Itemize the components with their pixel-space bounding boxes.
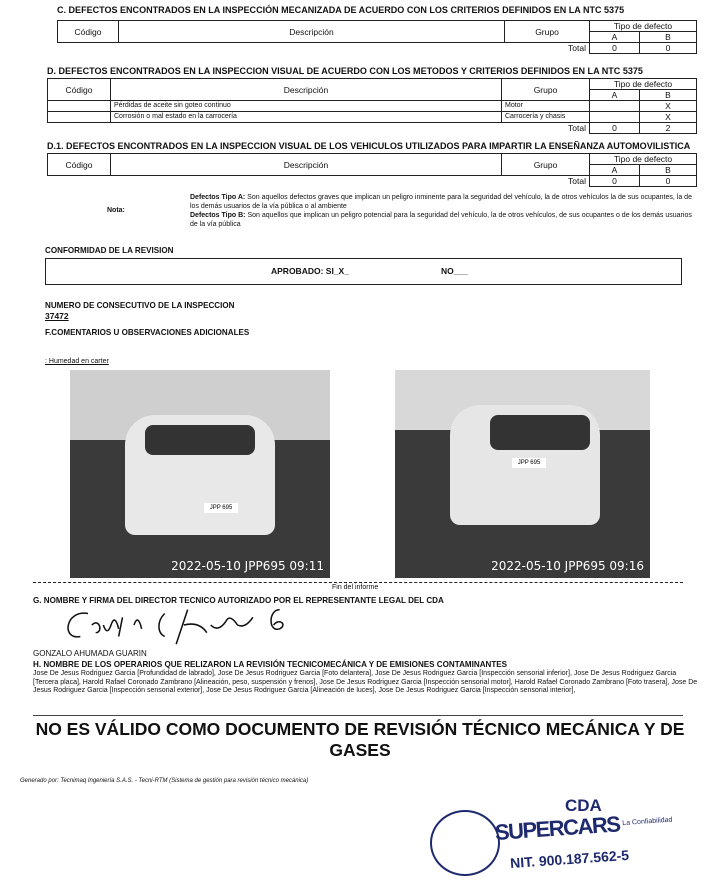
- header-tipo: Tipo de defecto: [590, 154, 697, 165]
- tipo-a-text: Son aquellos defectos graves que implican un peligro inminente para la seguridad del vehículo, la de otros vehículos la de sus ocupantes, la de los demás usuarios de la vía pública o al ambiente: [190, 194, 692, 210]
- aprobado-si: APROBADO: SI_X_: [271, 266, 349, 276]
- header-descripcion: Descripción: [119, 21, 505, 43]
- header-grupo: Grupo: [505, 21, 590, 43]
- cell-grupo: Motor: [502, 101, 590, 112]
- total-label: Total: [568, 176, 586, 187]
- consecutivo-title: NUMERO DE CONSECUTIVO DE LA INSPECCION: [45, 300, 235, 310]
- tipo-a-label: Defectos Tipo A:: [190, 194, 246, 201]
- plate: JPP 695: [204, 503, 238, 513]
- comentarios-title: F.COMENTARIOS U OBSERVACIONES ADICIONALES: [45, 327, 250, 337]
- cell-b: X: [640, 112, 697, 123]
- section-h-text: Jose De Jesus Rodriguez Garcia [Profundidad de labrado], Jose De Jesus Rodriguez Garcia [Foto delantera], Jose De Jesus Rodriguez Garcia [Inspección sensorial inferior], Jose De Jesus Rodriguez Garcia [Tercera placa], Harold Rafael Coronado Zambrano [Alineación, peso, suspensión y frenos], Jose De Jesus Rodriguez Garcia [Inspección sensorial motor], Harold Rafael Coronado Zambrano [Foto trasera], Jose De Jesus Rodriguez Garcia [Inspección sensorial exterior], Jose De Jesus Rodriguez Garcia [Alineación de luces], Jose De Jesus Rodriguez Garcia [Inspección sensorial interior],: [33, 670, 698, 694]
- cell-a: [590, 112, 640, 123]
- fin-informe: Fin del informe: [332, 584, 379, 591]
- aprobado-no: NO___: [441, 266, 468, 276]
- divider: [33, 715, 683, 716]
- stamp-nit: NIT. 900.187.562-5: [509, 846, 630, 872]
- generated-by: Generado por: Tecnimaq Ingeniería S.A.S. - Tecni-RTM (Sistema de gestión para revisión técnico mecánica): [20, 778, 309, 784]
- total-label: Total: [568, 43, 586, 54]
- section-d1-title: D.1. DEFECTOS ENCONTRADOS EN LA INSPECCION VISUAL DE LOS VEHICULOS UTILIZADOS PARA IMPARTIR LA ENSEÑANZA AUTOMOVILISTICA: [47, 141, 691, 152]
- nota-text: [190, 193, 695, 229]
- conformidad-title: CONFORMIDAD DE LA REVISION: [45, 245, 174, 255]
- total-a: 0: [590, 176, 640, 187]
- nota-label: Nota:: [107, 207, 125, 214]
- total-a: 0: [590, 123, 640, 134]
- header-descripcion: Descripción: [111, 79, 502, 101]
- cell-codigo: [48, 112, 111, 123]
- section-c-title: C. DEFECTOS ENCONTRADOS EN LA INSPECCIÓN MECANIZADA DE ACUERDO CON LOS CRITERIOS DEFINIDOS EN LA NTC 5375: [57, 5, 625, 16]
- consecutivo-value: 37472: [45, 311, 69, 321]
- section-g-title: G. NOMBRE Y FIRMA DEL DIRECTOR TECNICO AUTORIZADO POR EL REPRESENTANTE LEGAL DEL CDA: [33, 595, 444, 605]
- header-codigo: Código: [48, 154, 111, 176]
- cell-a: [590, 101, 640, 112]
- header-codigo: Código: [58, 21, 119, 43]
- front-car-photo: [70, 370, 330, 578]
- section-d1-table: [47, 153, 697, 187]
- header-codigo: Código: [48, 79, 111, 101]
- cell-descripcion: Corrosión o mal estado en la carrocería: [111, 112, 502, 123]
- director-name: GONZALO AHUMADA GUARIN: [33, 649, 147, 658]
- header-a: A: [590, 165, 640, 176]
- plate: JPP 695: [512, 458, 546, 468]
- section-h-title: H. NOMBRE DE LOS OPERARIOS QUE RELIZARON LA REVISIÓN TECNICOMECÁNICA Y DE EMISIONES CONTAMINANTES: [33, 659, 508, 669]
- tipo-b-label: Defectos Tipo B:: [190, 212, 246, 219]
- cell-b: X: [640, 101, 697, 112]
- header-b: B: [640, 90, 697, 101]
- header-a: A: [590, 32, 640, 43]
- cell-grupo: Carrocería y chasis: [502, 112, 590, 123]
- stamp-name-row: [494, 808, 673, 845]
- warning-text: NO ES VÁLIDO COMO DOCUMENTO DE REVISIÓN TÉCNICO MECÁNICA Y DE GASES: [35, 719, 685, 760]
- comentarios-text: : Humedad en carter: [45, 358, 109, 365]
- total-b: 0: [640, 43, 697, 54]
- photo-timestamp: 2022-05-10 JPP695 09:11: [171, 559, 324, 574]
- header-b: B: [640, 165, 697, 176]
- header-a: A: [590, 90, 640, 101]
- header-tipo: Tipo de defecto: [590, 21, 697, 32]
- total-label: Total: [568, 123, 586, 134]
- stamp-cda: CDA: [565, 796, 602, 815]
- stamp-name: SUPERCARS: [494, 811, 621, 845]
- header-grupo: Grupo: [502, 154, 590, 176]
- conformidad-box: [45, 258, 682, 285]
- section-d-title: D. DEFECTOS ENCONTRADOS EN LA INSPECCION VISUAL DE ACUERDO CON LOS METODOS Y CRITERIOS DEFINIDOS EN LA NTC 5375: [47, 66, 643, 77]
- table-row: [48, 101, 697, 112]
- divider: [33, 582, 683, 583]
- header-grupo: Grupo: [502, 79, 590, 101]
- header-b: B: [640, 32, 697, 43]
- header-tipo: Tipo de defecto: [590, 79, 697, 90]
- photo-timestamp: 2022-05-10 JPP695 09:16: [491, 559, 644, 574]
- stamp-tagline: La Confiabilidad: [622, 816, 673, 827]
- rear-car-photo: [395, 370, 650, 578]
- table-row: [48, 112, 697, 123]
- signature: [20, 602, 340, 648]
- total-a: 0: [590, 43, 640, 54]
- cell-descripcion: Pérdidas de aceite sin goteo continuo: [111, 101, 502, 112]
- stamp-logo-icon: [430, 810, 500, 876]
- total-b: 0: [640, 176, 697, 187]
- total-b: 2: [640, 123, 697, 134]
- section-c-table: [57, 20, 697, 54]
- section-d-table: [47, 78, 697, 134]
- cell-codigo: [48, 101, 111, 112]
- tipo-b-text: Son aquellos que implican un peligro potencial para la seguridad del vehículo, la de otros vehículos, de sus ocupantes o de los demás usuarios de la vía pública: [190, 212, 692, 228]
- header-descripcion: Descripción: [111, 154, 502, 176]
